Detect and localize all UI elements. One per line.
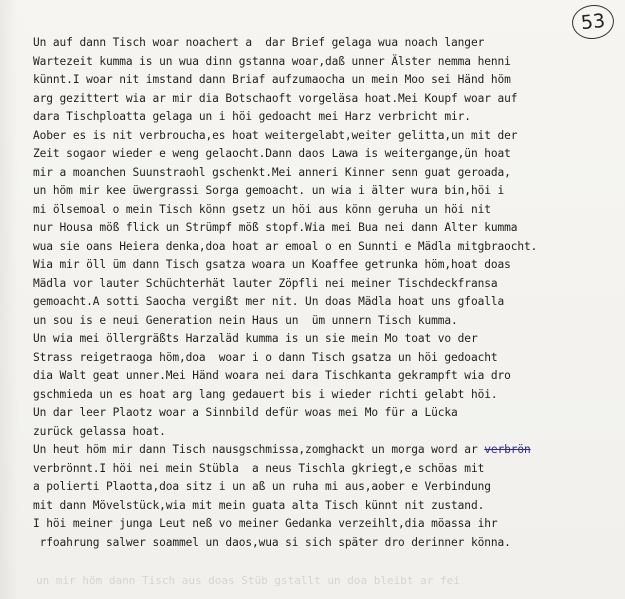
text-line-24: verbrönnt.I höi nei mein Stübla a neus Tischla gkriegt,e schöas mit	[33, 461, 485, 475]
text-line-20: gschmieda un es hoat arg lang gedauert bis i wieder richti gelabt höi.	[33, 387, 498, 401]
text-line-21: Un dar leer Plaotz woar a Sinnbild defür woas mei Mo für a Lücka	[33, 406, 458, 419]
text-line-19: dia Walt geat unner.Mei Händ woara nei dara Tischkanta gekrampft wia dro	[33, 369, 511, 382]
page-number: 53	[570, 3, 615, 41]
text-line-14: Mädla vor lauter Schüchterhät lauter Zöpfli nei meiner Tischdeckfransa	[33, 276, 498, 290]
text-line-9: un höm mir kee üwergrassi Sorga gemoacht. un wia i älter wura bin,höi i	[33, 184, 505, 197]
text-line-6: Aober es is nit verbroucha,es hoat weitergelabt,weiter gelitta,un mit der	[33, 128, 518, 142]
text-line-25: a polierti Plaotta,doa sitz i un aß un ruha mi aus,aober e Verbindung	[33, 480, 491, 493]
text-line-17: Un wia mei öllergräßts Harzaläd kumma is un sie mein Mo toat vo der	[33, 332, 478, 345]
text-line-7: Zeit sogaor wieder e weng gelaocht.Dann daos Lawa is weitergange,ün hoat	[33, 147, 511, 160]
text-line-4: arg gezittert wia ar mir dia Botschaoft vorgeläsa hoat.Mei Koupf woar auf	[33, 91, 518, 105]
text-line-15: gemoacht.A sotti Saocha vergißt mer nit. Un doas Mädla hoat uns gfoalla	[33, 295, 505, 308]
text-line-16: un sou is e neui Generation nein Haus un üm unnern Tisch kumma.	[33, 313, 458, 327]
typewritten-text	[33, 34, 623, 552]
text-line-28: rfoahrung salwer soammel un daos,wua si sich später dro derinner könna.	[33, 535, 511, 549]
text-line-8: mir a moanchen Suunstraohl gschenkt.Mei anneri Kinner senn guat geroada,	[33, 165, 511, 179]
text-line-11: nur Housa möß flick un Strümpf möß stopf.Wia mei Bua nei dann Alter kumma	[33, 221, 518, 234]
bleed-through-text: un mir höm dann Tisch aus doas Stüb gstallt un doa bleibt ar fei	[36, 574, 460, 587]
text-line-3: künnt.I woar nit imstand dann Briaf aufzumaocha un mein Moo sei Händ höm	[33, 73, 511, 86]
text-line-12: wua sie oans Heiera denka,doa hoat ar emoal o en Sunnti e Mädla mitgbraocht.	[33, 239, 538, 253]
text-line-27: I höi meiner junga Leut neß vo meiner Gedanka verzeihlt,dia möassa ihr	[33, 517, 498, 530]
text-line-26: mit dann Mövelstück,wia mit mein guata alta Tisch künnt nit zustand.	[33, 498, 485, 512]
text-line-18: Strass reigetraoga höm,doa woar i o dann Tisch gsatza un höi gedoacht	[33, 350, 498, 364]
text-line-23	[33, 441, 623, 460]
text-line-1: Un auf dann Tisch woar noachert a dar Brief gelaga wua noach langer	[33, 36, 485, 49]
text-line-5: dara Tischploatta gelaga un i höi gedoacht mei Harz verbricht mir.	[33, 110, 471, 123]
page-edge-shadow	[0, 0, 18, 599]
struck-word-correction: verbrön	[484, 443, 531, 456]
text-line-23-main: Un heut höm mir dann Tisch nausgschmissa,zomghackt un morga word ar	[33, 443, 485, 456]
text-line-22: zurück gelassa hoat.	[33, 424, 166, 438]
text-line-13: Wia mir öll üm dann Tisch gsatza woara un Koaffee getrunka höm,hoat doas	[33, 258, 511, 271]
text-line-10: mi ölsemoal o mein Tisch könn gsetz un höi aus könn geruha un höi nit	[33, 202, 491, 216]
text-line-2: Wartezeit kumma is un wua dinn gstanna woar,daß unner Älster nemma henni	[33, 54, 511, 68]
